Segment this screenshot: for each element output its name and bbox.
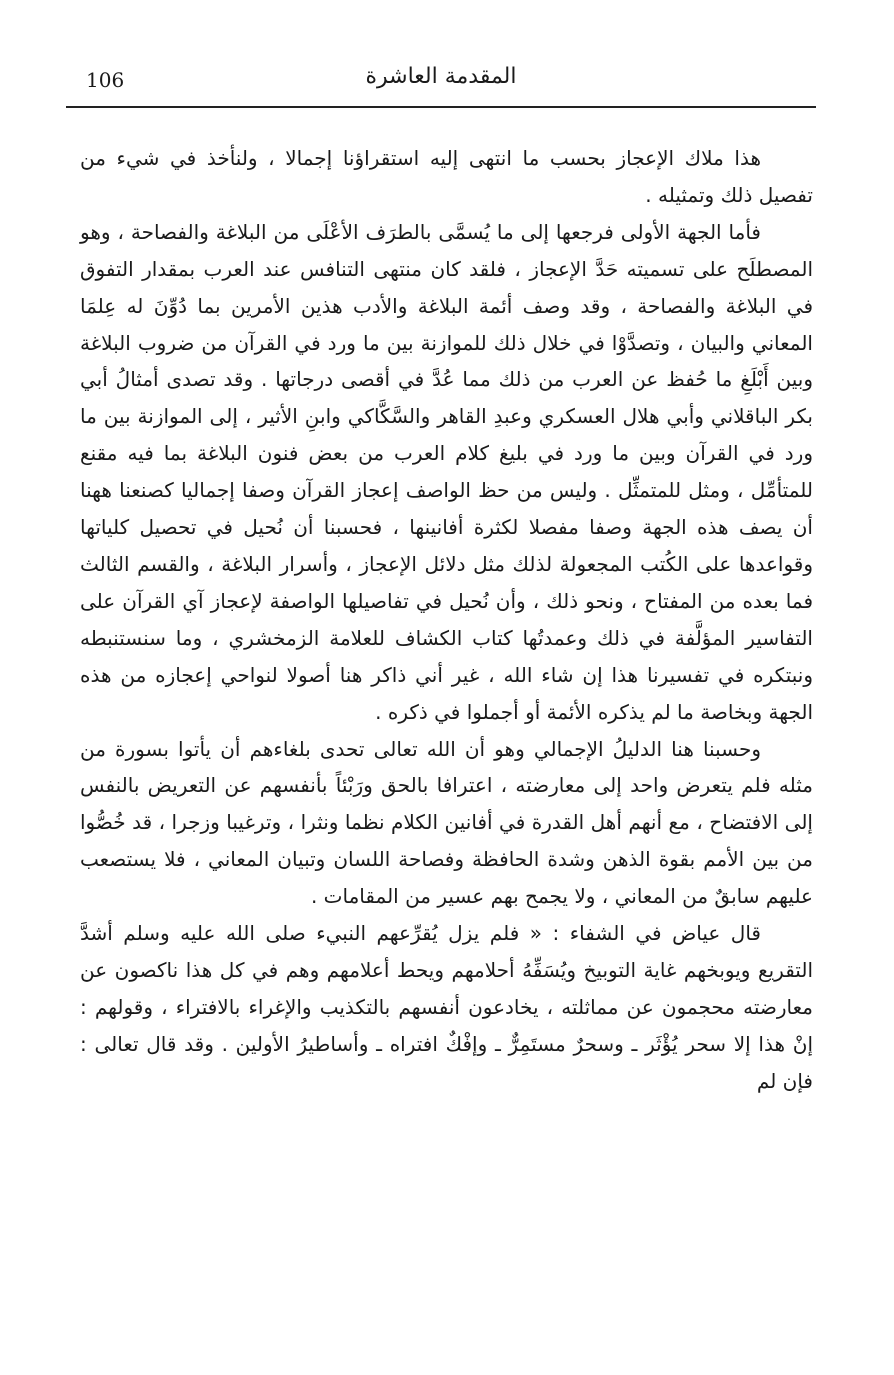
paragraph-4: قال عياض في الشفاء : « فلم يزل يُقرِّعهم النبيء صلى الله عليه وسلم أشدَّ التقريع ويوبخهم غاية التوبيخ ويُسَفِّهُ أحلامهم ويحط أعلامهم وهم في كل هذا ناكصون عن معارضته محجمون عن مماثلته ، يخادعون أنفسهم بالتكذيب والإغراء بالافتراء ، وقولهم : إنْ هذا إلا سحر يُؤْثَر ـ وسحرٌ مستَمِرٌّ ـ وإفْكٌ افتراه ـ وأساطيرُ الأولين . وقد قال تعالى : فإن لم: [80, 921, 813, 1093]
running-title: المقدمة العاشرة: [365, 64, 517, 89]
page-header: [66, 62, 816, 108]
page-number: 106: [86, 68, 125, 92]
paragraph-1: هذا ملاك الإعجاز بحسب ما انتهى إليه استقراؤنا إجمالا ، ولنأخذ في شيء من تفصيل ذلك وتمثيله .: [80, 146, 813, 207]
paragraph-3: وحسبنا هنا الدليلُ الإجمالي وهو أن الله تعالى تحدى بلغاءهم أن يأتوا بسورة من مثله فلم يتعرض واحد إلى معارضته ، اعترافا بالحق ورَبْئاً بأنفسهم عن التعريض بالنفس إلى الافتضاح ، مع أنهم أهل القدرة في أفانين الكلام نظما ونثرا ، وترغيبا وزجرا ، قد خُصُّوا من بين الأمم بقوة الذهن وشدة الحافظة وفصاحة اللسان وتبيان المعاني ، فلا يستصعب عليهم سابقٌ من المعاني ، ولا يجمح بهم عسير من المقامات .: [80, 736, 813, 909]
paragraph-2: فأما الجهة الأولى فرجعها إلى ما يُسمَّى بالطرَف الأعْلَى من البلاغة والفصاحة ، وهو المصطلَح على تسميته حَدَّ الإعجاز ، فلقد كان منتهى التنافس عند العرب بمقدار التفوق في البلاغة والفصاحة ، وقد وصف أئمة البلاغة والأدب هذين الأمرين بما دُوِّنَ له عِلمَا المعاني والبيان ، وتصدَّوْا في خلال ذلك للموازنة بين ما ورد في القرآن من ضروب البلاغة وبين أَبْلَغِ ما حُفظ عن العرب من ذلك مما عُدَّ في أقصى درجاتها . وقد تصدى أمثالُ أبي بكر الباقلاني وأبي هلال العسكري وعبدِ القاهر والسَّكَّاكي وابنِ الأثير ، إلى الموازنة بين ما ورد في القرآن وبين ما ورد في بليغ كلام العرب من بعض فنون البلاغة بما فيه مقنع للمتأمِّل ، ومثل للمتمثِّل . وليس من حظ الواصف إعجاز القرآن وصفا إجماليا كصنعنا ههنا أن يصف هذه الجهة وصفا مفصلا لكثرة أفانينها ، فحسبنا أن نُحيل في تحصيل كلياتها وقواعدها على الكُتب المجعولة لذلك مثل دلائل الإعجاز ، وأسرار البلاغة ، والقسم الثالث فما بعده من المفتاح ، ونحو ذلك ، وأن نُحيل في تفاصيلها الواصفة لإعجاز آي القرآن على التفاسير المؤلَّفة في ذلك وعمدتُها كتاب الكشاف للعلامة الزمخشري ، وما سنستنبطه ونبتكره في تفسيرنا هذا إن شاء الله ، غير أني ذاكر هنا أصولا لنواحي إعجازه من هذه الجهة وبخاصة ما لم يذكره الأئمة أو أجملوا في ذكره .: [80, 219, 813, 724]
body-text: [80, 140, 813, 1100]
